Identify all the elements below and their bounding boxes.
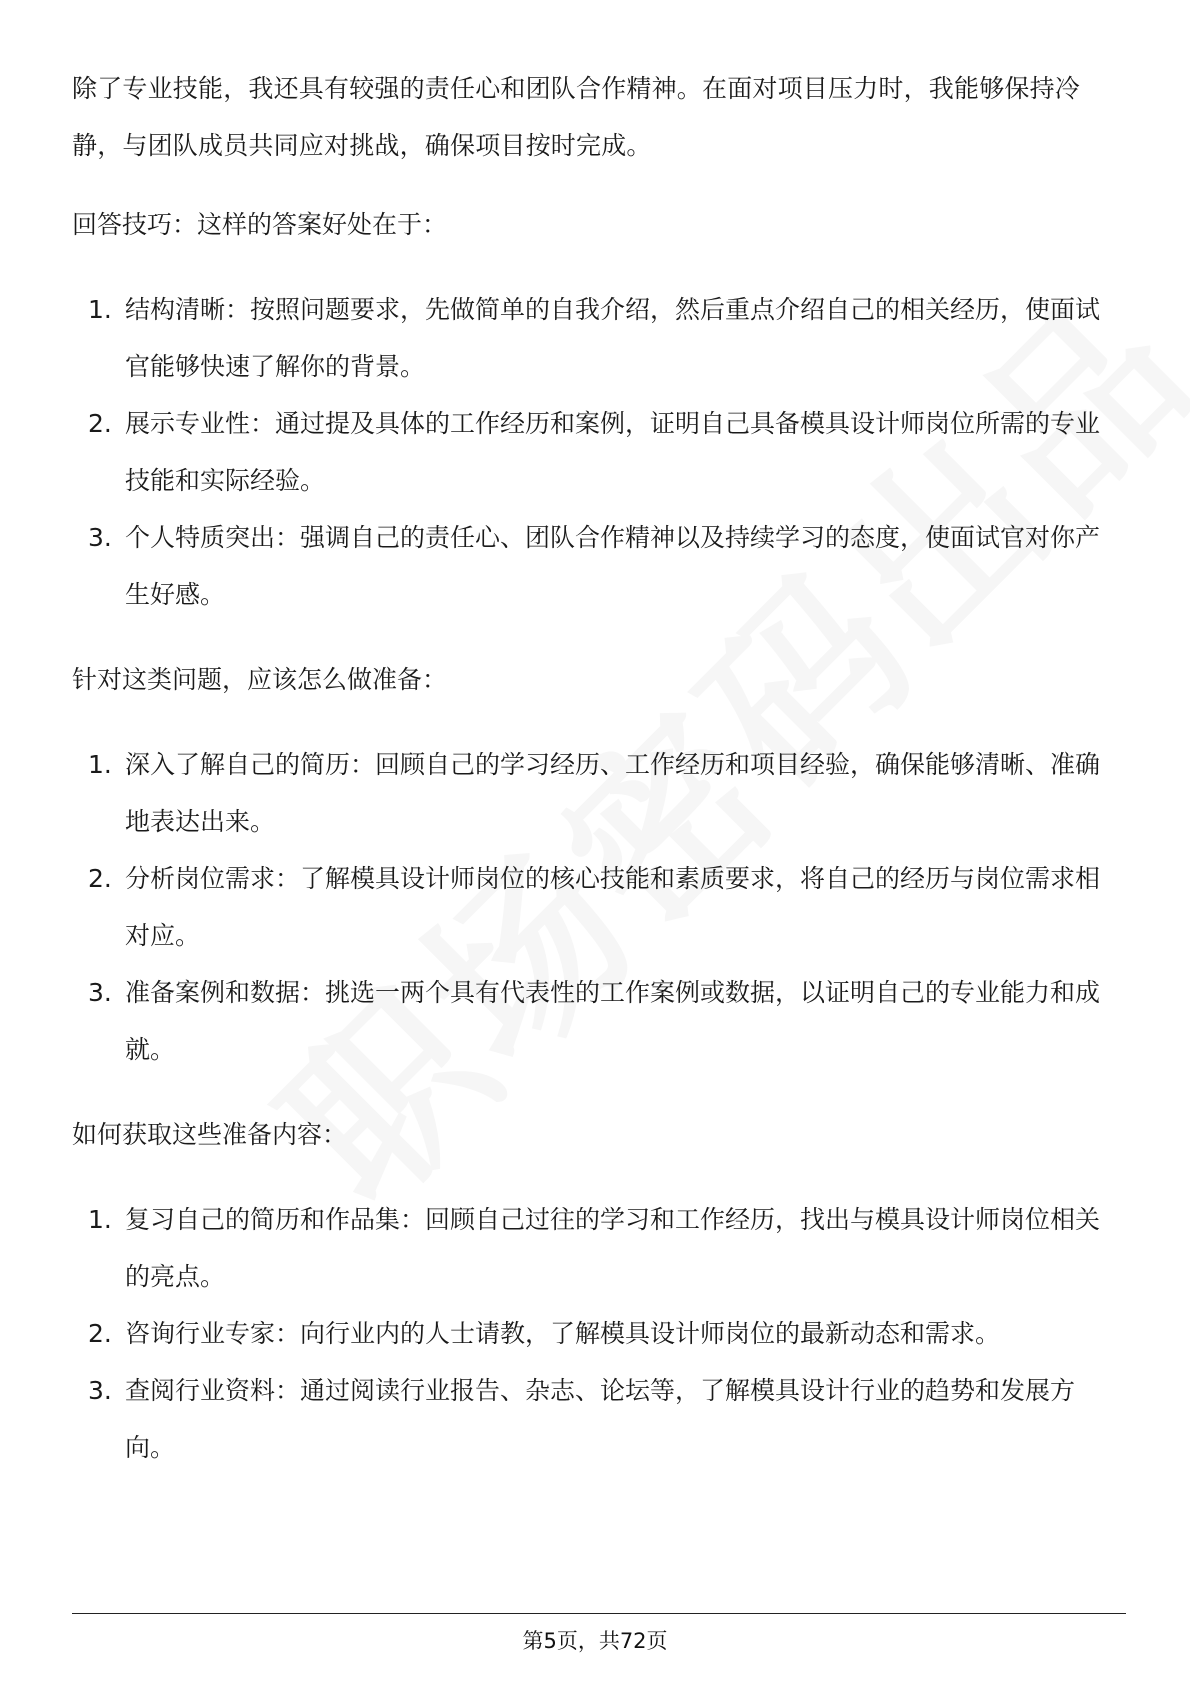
list-item [72,1191,1122,1305]
document-body [72,60,1122,1504]
intro-paragraph: 除了专业技能，我还具有较强的责任心和团队合作精神。在面对项目压力时，我能够保持冷静，与团队成员共同应对挑战，确保项目按时完成。 [72,74,1081,160]
list-item [72,850,1122,964]
footer-divider [72,1613,1126,1614]
section-heading-sources: 如何获取这些准备内容： [72,1120,348,1149]
list-item [72,736,1122,850]
list-item-text: 个人特质突出：强调自己的责任心、团队合作精神以及持续学习的态度，使面试官对你产生好感。 [125,523,1101,609]
list-item-text: 复习自己的简历和作品集：回顾自己过往的学习和工作经历，找出与模具设计师岗位相关的亮点。 [125,1205,1101,1291]
list-number: 2. [88,1319,112,1348]
list-item-text: 展示专业性：通过提及具体的工作经历和案例，证明自己具备模具设计师岗位所需的专业技能和实际经验。 [125,409,1101,495]
sources-list [72,1191,1122,1476]
list-item-text: 查阅行业资料：通过阅读行业报告、杂志、论坛等，了解模具设计行业的趋势和发展方向。 [125,1376,1076,1462]
list-item [72,964,1122,1078]
list-number: 2. [88,864,112,893]
list-item [72,1305,1122,1362]
list-number: 3. [88,523,112,552]
list-item-text: 结构清晰：按照问题要求，先做简单的自我介绍，然后重点介绍自己的相关经历，使面试官能够快速了解你的背景。 [125,295,1101,381]
answer-tips-list [72,281,1122,623]
preparation-list [72,736,1122,1078]
list-number: 2. [88,409,112,438]
list-item-text: 准备案例和数据：挑选一两个具有代表性的工作案例或数据，以证明自己的专业能力和成就。 [125,978,1101,1064]
list-item [72,395,1122,509]
list-number: 1. [88,295,112,324]
section-heading-answer-tips: 回答技巧：这样的答案好处在于： [72,210,448,239]
page-number: 第5页，共72页 [522,1629,668,1653]
list-number: 3. [88,978,112,1007]
list-item [72,281,1122,395]
list-number: 3. [88,1376,112,1405]
list-number: 1. [88,750,112,779]
list-number: 1. [88,1205,112,1234]
list-item-text: 分析岗位需求：了解模具设计师岗位的核心技能和素质要求，将自己的经历与岗位需求相对应。 [125,864,1101,950]
list-item-text: 深入了解自己的简历：回顾自己的学习经历、工作经历和项目经验，确保能够清晰、准确地表达出来。 [125,750,1101,836]
list-item-text: 咨询行业专家：向行业内的人士请教，了解模具设计师岗位的最新动态和需求。 [125,1319,1001,1348]
section-heading-preparation: 针对这类问题，应该怎么做准备： [72,665,448,694]
list-item [72,1362,1122,1476]
list-item [72,509,1122,623]
